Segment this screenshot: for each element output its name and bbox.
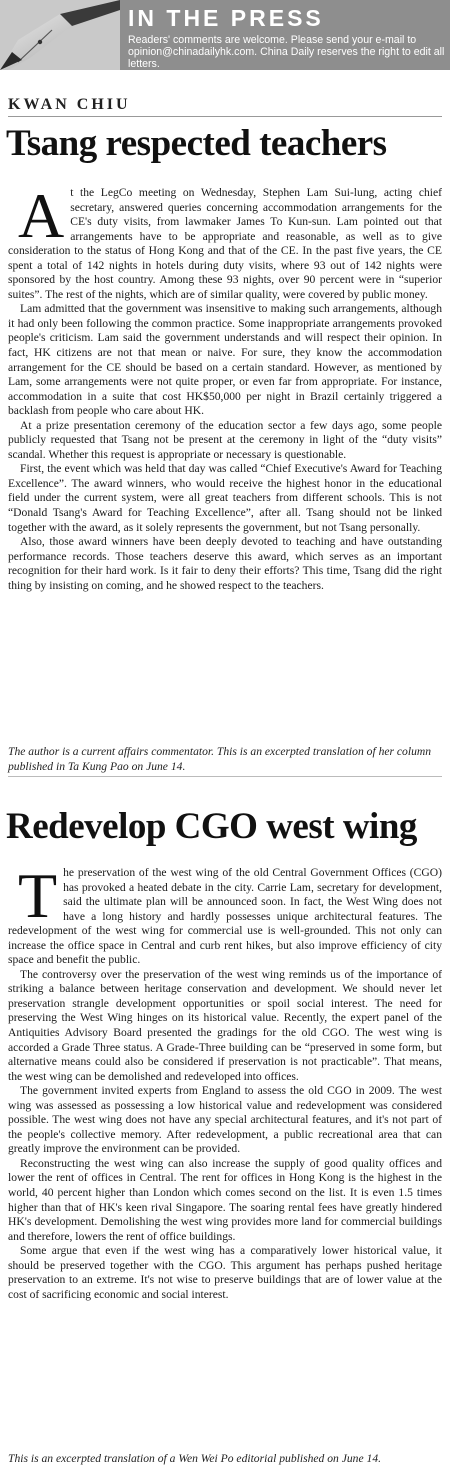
article-paragraph: Some argue that even if the west wing has a comparatively lower historical value, it should be preserved together with the CGO. This argument has perhaps pushed heritage preservation to an extreme. It's not wise to preserve buildings that are of lower value at the cost of sacrificing economic and social interest. bbox=[8, 1244, 442, 1301]
drop-cap: A bbox=[18, 180, 65, 251]
article-paragraph: At the LegCo meeting on Wednesday, Stephen Lam Sui-lung, acting chief secretary, answered queries concerning accommodation arrangements for the CE's duty visits, from lawmaker James To Kun-sun. Lam pointed out that arrangements have to be appropriate and reasonable, as well as to give consideration to the status of Hong Kong and that of the CE. In the past five years, the CE spent a total of 142 nights in hotels during duty visits, where 93 out of 142 nights were sponsored by the host country. Among these 93 nights, over 90 percent were in “superior suites”. The rest of the nights, which are of similar quality, were covered by public money. bbox=[8, 180, 442, 301]
author-byline: KWAN CHIU bbox=[8, 96, 131, 113]
fountain-pen-icon bbox=[0, 0, 120, 70]
article-body bbox=[8, 860, 442, 1302]
section-title: IN THE PRESS bbox=[128, 5, 324, 31]
divider bbox=[8, 776, 442, 777]
readers-notice: Readers' comments are welcome. Please send your e-mail to opinion@chinadailyhk.com. China Daily reserves the right to edit all letters. bbox=[128, 34, 445, 71]
article-paragraph: The government invited experts from England to assess the old CGO in 2009. The west wing was assessed as possessing a low historical value and redevelopment was considered possible. The west wing does not have any special architectural features, and it's not part of the people's collective memory. After redevelopment, a public recreational area that can greatly improve the environment can be provided. bbox=[8, 1084, 442, 1156]
masthead-banner bbox=[0, 0, 450, 70]
article-paragraph: Also, those award winners have been deeply devoted to teaching and have outstanding performance records. Those teachers deserve this award, which serves as an important recognition for their hard work. Is it fair to deny their efforts? This time, Tsang did the right thing by insisting on coming, and he showed respect to the teachers. bbox=[8, 535, 442, 592]
article-paragraph: Lam admitted that the government was insensitive to making such arrangements, although it had only been following the common practice. Some inappropriate arrangements provoked people's criticism. Lam said the government understands and will respect their opinion. In fact, HK citizens are not that mean or naive. For sure, they know the accommodation arrangement for the CE should be based on a certain standard. However, as mentioned by Lam, some arrangements were not quite proper, or even far from appropriate. For instance, accommodation in a suite that cost HK$50,000 per night in Brazil certainly triggered a backlash from people who care about HK. bbox=[8, 302, 442, 418]
divider bbox=[8, 116, 442, 117]
article-paragraph: The controversy over the preservation of the west wing reminds us of the importance of striking a balance between heritage conservation and development. We should never let preservation strangle development opportunities or spoil social interest. The need for preserving the West Wing hinges on its historical value. Recently, the expert panel of the Antiquities Advisory Board presented the gradings for the old CGO. The west wing is accorded a Grade Three status. A Grade-Three building can be “preserved in some form, but alternative means could also be considered if preservation is not practicable”. That means, the west wing can be demolished and redeveloped into offices. bbox=[8, 967, 442, 1083]
article-body bbox=[8, 180, 442, 593]
article-paragraph: First, the event which was held that day was called “Chief Executive's Award for Teaching Excellence”. The award winners, who would receive the highest honor in the educational field under the current system, were all great teachers from different schools. This is not “Donald Tsang's Award for Teaching Excellence”, after all. Tsang should not be linked together with the award, as it solely represents the government, but not Tsang personally. bbox=[8, 462, 442, 534]
article-paragraph: Reconstructing the west wing can also increase the supply of good quality offices and lower the rent of offices in Central. The rent for offices in Hong Kong is the highest in the world, 40 percent higher than London which comes second on the list. It is even 1.5 times higher than that of HK's keen rival Singapore. The soaring rental fees have greatly hindered HK's development. Demolishing the west wing provides more land for commercial buildings and therefore, lowers the rent of office buildings. bbox=[8, 1156, 442, 1243]
article-paragraph: At a prize presentation ceremony of the education sector a few days ago, some people publicly requested that Tsang not be present at the ceremony in light of the “duty visits” scandal. Whether this request is appropriate or necessary is questionable. bbox=[8, 418, 442, 461]
drop-cap: T bbox=[18, 860, 58, 931]
article-headline: Tsang respected teachers bbox=[6, 123, 387, 164]
article-paragraph: The preservation of the west wing of the old Central Government Offices (CGO) has provoked a heated debate in the city. Carrie Lam, secretary for development, said the ultimate plan will be announced soon. In fact, the West Wing does not have a long history and hardly possesses unique architectural features. The redevelopment of the west wing for commercial use is well-grounded. This not only can increase the office space in Central and curb rent hikes, but also improve efficiency of city space and benefit the public. bbox=[8, 860, 442, 967]
article-headline: Redevelop CGO west wing bbox=[6, 806, 417, 847]
source-note: This is an excerpted translation of a Wen Wei Po editorial published on June 14. bbox=[8, 1452, 382, 1465]
author-note: The author is a current affairs commentator. This is an excerpted translation of her column published in Ta Kung Pao on June 14. bbox=[8, 745, 432, 773]
